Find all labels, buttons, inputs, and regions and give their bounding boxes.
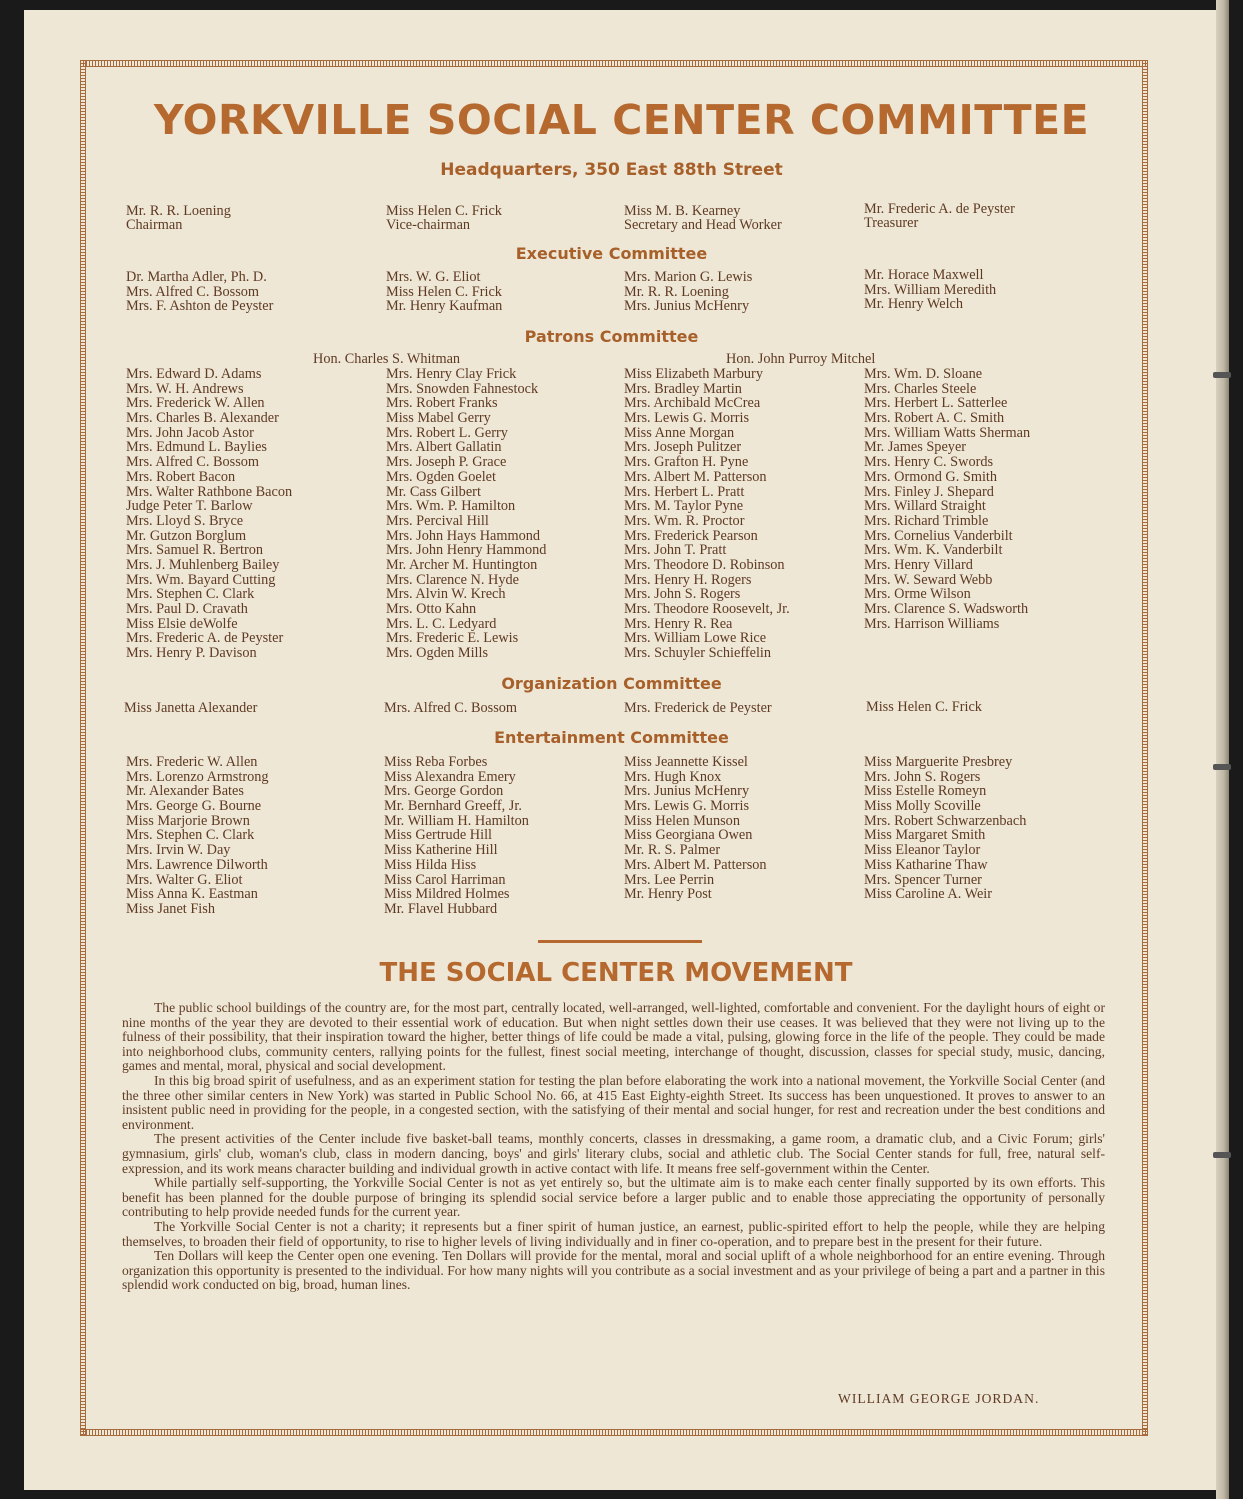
member-name: Mrs. Henry Clay Frick xyxy=(386,366,517,382)
member-name: Miss Molly Scoville xyxy=(864,798,981,815)
member-name: Mrs. Alvin W. Krech xyxy=(386,586,506,603)
member-name: Mrs. Henry P. Davison xyxy=(126,645,257,662)
member-name: Mrs. Archibald McCrea xyxy=(624,395,761,412)
essay-paragraph: The public school buildings of the country are, for the most part, centrally located, well-arranged, well-lighted, comfortable and convenient. For the daylight hours of eight or nine months of the year they are devoted to their essential work of education. But when night settles down their use ceases. It was believed that they were not living up to the fulness of their possibility, that their inspiration toward the higher, better things of life could be made a vital, pulsing, glowing force in the life of the people. They could be made into neighborhood clubs, community centers, rallying points for the fullest, finest social meeting, interchange of thought, discussion, classes for special study, music, dancing, games and mental, moral, physical and social development. xyxy=(122,1000,1105,1074)
member-name: Mrs. Robert A. C. Smith xyxy=(864,410,1005,427)
member-name: Mrs. Albert M. Patterson xyxy=(624,856,767,873)
member-name: Mrs. John Jacob Astor xyxy=(126,424,254,441)
member-name: Mrs. George Gordon xyxy=(384,783,504,800)
member-name: Mrs. William Lowe Rice xyxy=(624,630,767,647)
member-name: Mrs. Herbert L. Pratt xyxy=(624,483,745,500)
member-name: Mrs. Wm. R. Proctor xyxy=(624,512,745,529)
member-name: Mr. Henry Welch xyxy=(864,296,964,313)
member-name: Mr. Bernhard Greeff, Jr. xyxy=(384,798,522,815)
member-name: Mrs. Paul D. Cravath xyxy=(126,601,248,617)
member-name: Miss Mildred Holmes xyxy=(384,886,510,903)
member-name: Miss Jeannette Kissel xyxy=(624,754,748,770)
member-name: Mrs. Henry R. Rea xyxy=(624,615,733,632)
member-name: Mr. Flavel Hubbard xyxy=(384,900,498,917)
member-name: Mrs. Robert Schwarzenbach xyxy=(864,812,1027,829)
member-name: Mr. James Speyer xyxy=(864,439,967,456)
executive-column xyxy=(864,268,996,312)
page-title: YORKVILLE SOCIAL CENTER COMMITTEE xyxy=(153,96,1090,144)
movement-essay xyxy=(122,1001,1105,1293)
member-name: Mrs. Lewis G. Morris xyxy=(624,410,750,427)
honorary-patron: Hon. Charles S. Whitman xyxy=(313,351,461,367)
member-name: Miss Katharine Thaw xyxy=(864,856,988,873)
executive-column xyxy=(386,270,502,314)
member-name: Miss Helen C. Frick xyxy=(866,699,982,715)
member-name: Mrs. Henry C. Swords xyxy=(864,454,994,471)
member-name: Mrs. John Hays Hammond xyxy=(386,527,541,544)
officer-treasurer: Mr. Frederic A. de Peyster Treasurer xyxy=(864,201,1015,231)
member-name: Mrs. F. Ashton de Peyster xyxy=(126,298,274,315)
member-name: Mrs. Clarence N. Hyde xyxy=(386,571,520,588)
member-name: Mr. Horace Maxwell xyxy=(864,267,984,283)
executive-column xyxy=(624,270,752,314)
member-name: Mrs. Harrison Williams xyxy=(864,615,1000,632)
member-name: Mrs. Alfred C. Bossom xyxy=(126,454,260,471)
member-name: Mrs. Henry Villard xyxy=(864,556,973,573)
member-name: Mrs. Bradley Martin xyxy=(624,380,742,397)
member-name: Mrs. Robert Bacon xyxy=(126,468,236,485)
member-name: Miss Helen Munson xyxy=(624,812,740,829)
member-name: Mrs. Wm. K. Vanderbilt xyxy=(864,542,1003,559)
member-name: Miss Janetta Alexander xyxy=(124,700,258,716)
member-name: Mrs. J. Muhlenberg Bailey xyxy=(126,556,280,573)
entertainment-column xyxy=(126,755,269,917)
member-name: Miss Carol Harriman xyxy=(384,871,506,888)
member-name: Mrs. Spencer Turner xyxy=(864,871,982,888)
movement-heading: THE SOCIAL CENTER MOVEMENT xyxy=(379,958,853,988)
member-name: Mrs. John T. Pratt xyxy=(624,542,727,559)
entertainment-column xyxy=(864,755,1026,902)
member-name: Miss Caroline A. Weir xyxy=(864,886,993,903)
member-name: Mr. Cass Gilbert xyxy=(386,483,481,500)
member-name: Mrs. Lewis G. Morris xyxy=(624,798,750,815)
member-name: Mrs. Frederic E. Lewis xyxy=(386,630,519,647)
member-name: Mrs. M. Taylor Pyne xyxy=(624,498,744,515)
member-name: Mrs. Theodore Roosevelt, Jr. xyxy=(624,601,790,617)
member-name: Mrs. Frederick W. Allen xyxy=(126,395,265,412)
member-name: Mrs. Robert Franks xyxy=(386,395,498,412)
member-name: Mr. Henry Kaufman xyxy=(386,298,503,315)
organization-committee-heading: Organization Committee xyxy=(501,674,722,693)
member-name: Mrs. Albert Gallatin xyxy=(386,439,502,456)
member-name: Mrs. Marion G. Lewis xyxy=(624,269,753,285)
member-name: Mrs. Percival Hill xyxy=(386,512,489,529)
member-name: Mrs. Wm. Bayard Cutting xyxy=(126,571,276,588)
member-name: Mrs. Stephen C. Clark xyxy=(126,827,255,844)
member-name: Miss Gertrude Hill xyxy=(384,827,493,844)
member-name: Mrs. Hugh Knox xyxy=(624,768,722,785)
entertainment-committee-heading: Entertainment Committee xyxy=(494,728,729,747)
member-name: Mrs. Otto Kahn xyxy=(386,601,477,617)
member-name: Mrs. L. C. Ledyard xyxy=(386,615,497,632)
member-name: Miss Mabel Gerry xyxy=(386,410,491,427)
binding-clip xyxy=(1213,1152,1231,1158)
essay-paragraph: Ten Dollars will keep the Center open one evening. Ten Dollars will provide for the mental, moral and social uplift of a whole neighborhood for an entire evening. Through organization this opportunity is presented to the individual. For how many nights will you contribute as a social investment and as your privilege of being a part and a partner in this splendid work conducted on big, broad, human lines. xyxy=(122,1248,1105,1293)
member-name: Mrs. Schuyler Schieffelin xyxy=(624,645,772,662)
member-name: Mrs. Finley J. Shepard xyxy=(864,483,994,500)
officer-chairman: Mr. R. R. Loening Chairman xyxy=(126,203,231,233)
member-name: Mrs. Charles B. Alexander xyxy=(126,410,279,427)
member-name: Mrs. Stephen C. Clark xyxy=(126,586,255,603)
member-name: Mrs. Lawrence Dilworth xyxy=(126,856,268,873)
member-name: Mrs. Lloyd S. Bryce xyxy=(126,512,244,529)
member-name: Judge Peter T. Barlow xyxy=(126,498,253,515)
member-name: Mrs. Herbert L. Satterlee xyxy=(864,395,1008,412)
member-name: Mrs. Joseph Pulitzer xyxy=(624,439,742,456)
member-name: Mrs. Wm. D. Sloane xyxy=(864,366,983,382)
member-name: Miss Janet Fish xyxy=(126,900,215,917)
patrons-column xyxy=(624,367,790,661)
member-name: Miss Marguerite Presbrey xyxy=(864,754,1013,770)
member-name: Miss Elizabeth Marbury xyxy=(624,366,763,382)
member-name: Miss Alexandra Emery xyxy=(384,768,516,785)
member-name: Miss Hilda Hiss xyxy=(384,856,477,873)
member-name: Mrs. Junius McHenry xyxy=(624,298,750,315)
member-name: Mrs. Orme Wilson xyxy=(864,586,971,603)
member-name: Mrs. Clarence S. Wadsworth xyxy=(864,601,1029,617)
member-name: Mr. Archer M. Huntington xyxy=(386,556,538,573)
member-name: Miss Marjorie Brown xyxy=(126,812,250,829)
member-name: Mrs. Walter G. Eliot xyxy=(126,871,243,888)
member-name: Mrs. W. Seward Webb xyxy=(864,571,993,588)
member-name: Mrs. Frederic W. Allen xyxy=(126,754,258,770)
section-divider xyxy=(538,940,702,943)
essay-paragraph: While partially self-supporting, the Yorkville Social Center is not as yet entirely so, but the ultimate aim is to make each center finally supported by its own efforts. This benefit has been planned for the double purpose of bringing its splendid social service before a larger public and to enable those appreciating the opportunity of personally contributing to help provide needed funds for the current year. xyxy=(122,1175,1105,1220)
member-name: Miss Georgiana Owen xyxy=(624,827,753,844)
member-name: Mrs. Frederick Pearson xyxy=(624,527,758,544)
patrons-committee-heading: Patrons Committee xyxy=(524,327,699,346)
officer-secretary: Miss M. B. Kearney Secretary and Head Worker xyxy=(624,203,782,233)
member-name: Mrs. Edmund L. Baylies xyxy=(126,439,267,456)
member-name: Mrs. Joseph P. Grace xyxy=(386,454,507,471)
executive-column xyxy=(126,270,273,314)
member-name: Mrs. W. G. Eliot xyxy=(386,269,481,285)
member-name: Mrs. George G. Bourne xyxy=(126,798,262,815)
member-name: Mr. Henry Post xyxy=(624,886,712,903)
member-name: Mrs. Willard Straight xyxy=(864,498,986,515)
member-name: Miss Margaret Smith xyxy=(864,827,986,844)
member-name: Mr. Gutzon Borglum xyxy=(126,527,247,544)
essay-paragraph: The present activities of the Center include five basket-ball teams, monthly concerts, classes in dressmaking, a game room, a dramatic club, and a Civic Forum; girls' gymnasium, girls' club, woman's club, class in modern dancing, boys' and girls' literary clubs, social and athletic club. The Social Center stands for full, free, natural self-expression, and its work means character building and individual growth in active contact with life. It means free self-government within the Center. xyxy=(122,1131,1105,1176)
page-edge xyxy=(1216,0,1229,1499)
member-name: Mrs. Grafton H. Pyne xyxy=(624,454,749,471)
member-name: Miss Reba Forbes xyxy=(384,754,488,770)
patrons-column xyxy=(864,367,1030,631)
patrons-column xyxy=(126,367,292,661)
member-name: Mrs. Wm. P. Hamilton xyxy=(386,498,516,515)
member-name: Miss Helen C. Frick xyxy=(386,283,502,300)
member-name: Miss Katherine Hill xyxy=(384,842,498,859)
essay-paragraph: In this big broad spirit of usefulness, and as an experiment station for testing the plan before elaborating the work into a national movement, the Yorkville Social Center (and the three other similar centers in New York) was started in Public School No. 66, at 415 East Eighty-eighth Street. Its success has been unquestioned. It proves to answer to an insistent public need in providing for the people, in a congested section, with the satisfying of their mental and social hunger, for rest and recreation under the best conditions and environment. xyxy=(122,1072,1105,1132)
essay-paragraph: The Yorkville Social Center is not a charity; it represents but a finer spirit of human justice, an earnest, public-spirited effort to help the people, while they are helping themselves, to broaden their field of opportunity, to rise to higher levels of living individually and in finer co-operation, and to prepare best in the present for their future. xyxy=(122,1218,1105,1249)
member-name: Mrs. Frederick de Peyster xyxy=(624,700,772,716)
officer-vice-chairman: Miss Helen C. Frick Vice-chairman xyxy=(386,203,502,233)
member-name: Mrs. Snowden Fahnestock xyxy=(386,380,539,397)
member-name: Mrs. John S. Rogers xyxy=(864,768,981,785)
member-name: Mrs. Theodore D. Robinson xyxy=(624,556,785,573)
author-signature: WILLIAM GEORGE JORDAN. xyxy=(838,1391,1040,1406)
entertainment-column xyxy=(624,755,767,902)
member-name: Mrs. William Meredith xyxy=(864,281,997,298)
member-name: Mr. William H. Hamilton xyxy=(384,812,529,829)
member-name: Mrs. Charles Steele xyxy=(864,380,977,397)
member-name: Mrs. Walter Rathbone Bacon xyxy=(126,483,293,500)
member-name: Mrs. Cornelius Vanderbilt xyxy=(864,527,1013,544)
member-name: Mrs. W. H. Andrews xyxy=(126,380,244,397)
member-name: Mr. R. R. Loening xyxy=(624,283,729,300)
member-name: Dr. Martha Adler, Ph. D. xyxy=(126,269,267,285)
honorary-patron: Hon. John Purroy Mitchel xyxy=(726,351,876,367)
member-name: Mr. Alexander Bates xyxy=(126,783,244,800)
patrons-column xyxy=(386,367,546,661)
member-name: Mrs. Richard Trimble xyxy=(864,512,989,529)
member-name: Miss Elsie deWolfe xyxy=(126,615,238,632)
member-name: Mrs. Irvin W. Day xyxy=(126,842,231,859)
member-name: Mrs. John Henry Hammond xyxy=(386,542,547,559)
entertainment-column xyxy=(384,755,529,917)
member-name: Mrs. John S. Rogers xyxy=(624,586,741,603)
member-name: Mrs. Albert M. Patterson xyxy=(624,468,767,485)
headquarters-address: Headquarters, 350 East 88th Street xyxy=(440,160,783,180)
binding-clip xyxy=(1213,764,1231,770)
member-name: Miss Estelle Romeyn xyxy=(864,783,987,800)
member-name: Mrs. Ormond G. Smith xyxy=(864,468,998,485)
binding-clip xyxy=(1213,372,1231,378)
member-name: Mrs. Ogden Goelet xyxy=(386,468,496,485)
member-name: Mrs. William Watts Sherman xyxy=(864,424,1031,441)
member-name: Mrs. Frederic A. de Peyster xyxy=(126,630,284,647)
member-name: Miss Eleanor Taylor xyxy=(864,842,981,859)
member-name: Mrs. Junius McHenry xyxy=(624,783,750,800)
member-name: Mrs. Samuel R. Bertron xyxy=(126,542,264,559)
member-name: Miss Anna K. Eastman xyxy=(126,886,258,903)
member-name: Mr. R. S. Palmer xyxy=(624,842,721,859)
member-name: Mrs. Alfred C. Bossom xyxy=(384,700,518,716)
member-name: Mrs. Lorenzo Armstrong xyxy=(126,768,269,785)
executive-committee-heading: Executive Committee xyxy=(515,244,708,263)
member-name: Mrs. Alfred C. Bossom xyxy=(126,283,260,300)
member-name: Mrs. Edward D. Adams xyxy=(126,366,262,382)
member-name: Miss Anne Morgan xyxy=(624,424,735,441)
member-name: Mrs. Ogden Mills xyxy=(386,645,489,662)
member-name: Mrs. Robert L. Gerry xyxy=(386,424,508,441)
member-name: Mrs. Lee Perrin xyxy=(624,871,715,888)
member-name: Mrs. Henry H. Rogers xyxy=(624,571,752,588)
